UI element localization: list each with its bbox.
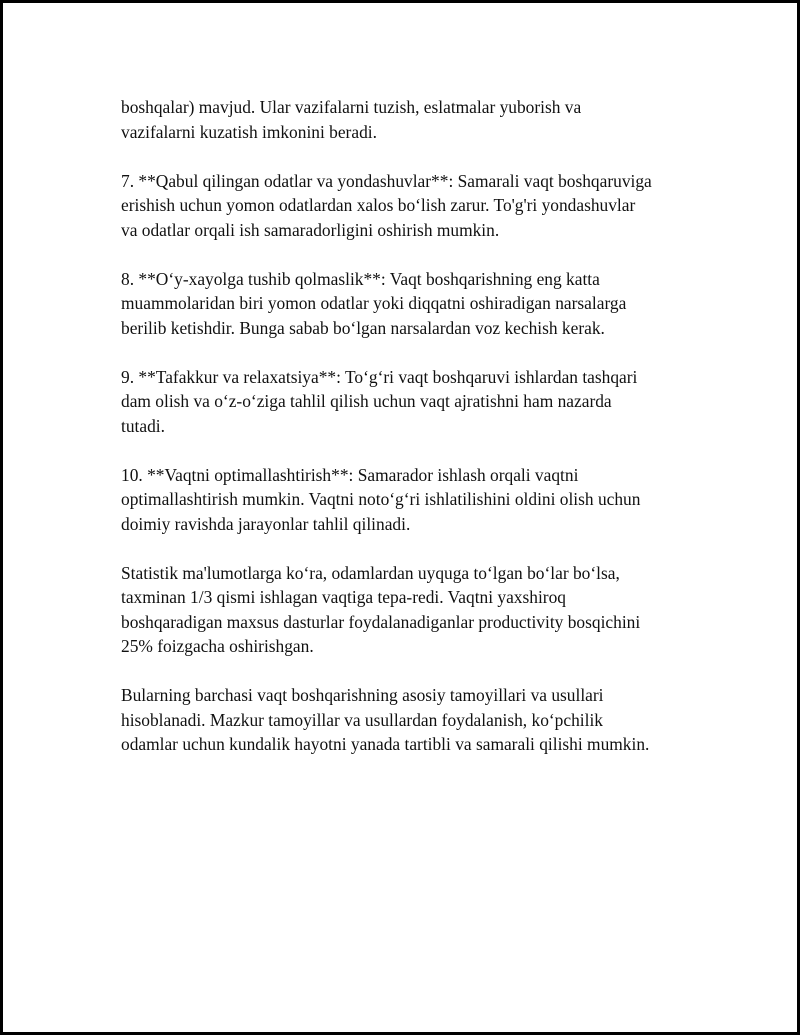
- text-line: Bularning barchasi vaqt boshqarishning asosiy tamoyillari va usullari: [121, 685, 604, 705]
- paragraph-item-9: [121, 365, 701, 439]
- paragraph-item-10: [121, 463, 701, 537]
- text-line: 10. **Vaqtni optimallashtirish**: Samarador ishlash orqali vaqtni: [121, 464, 579, 485]
- text-line: boshqaradigan maxsus dasturlar foydalanadiganlar productivity bosqichini: [121, 611, 641, 632]
- document-body: [121, 95, 701, 781]
- text-line: hisoblanadi. Mazkur tamoyillar va usullardan foydalanish, ko‘pchilik: [121, 709, 603, 730]
- text-line: boshqalar) mavjud. Ular vazifalarni tuzish, eslatmalar yuborish va: [121, 97, 582, 117]
- text-line: va odatlar orqali ish samaradorligini oshirish mumkin.: [121, 219, 500, 240]
- text-line: muammolaridan biri yomon odatlar yoki diqqatni oshiradigan narsalarga: [121, 293, 627, 313]
- text-line: vazifalarni kuzatish imkonini beradi.: [121, 121, 377, 142]
- text-line: dam olish va o‘z-o‘ziga tahlil qilish uchun vaqt ajratishni ham nazarda: [121, 391, 612, 411]
- paragraph-item-8: [121, 267, 701, 341]
- text-line: taxminan 1/3 qismi ishlagan vaqtiga tepa-redi. Vaqtni yaxshiroq: [121, 587, 566, 607]
- paragraph-apps-continuation: [121, 95, 701, 144]
- text-line: berilib ketishdir. Bunga sabab bo‘lgan narsalardan voz kechish kerak.: [121, 317, 605, 338]
- text-line: 8. **O‘y-xayolga tushib qolmaslik**: Vaqt boshqarishning eng katta: [121, 268, 600, 289]
- text-line: doimiy ravishda jarayonlar tahlil qilinadi.: [121, 513, 411, 534]
- text-line: 7. **Qabul qilingan odatlar va yondashuvlar**: Samarali vaqt boshqaruviga: [121, 170, 652, 191]
- paragraph-conclusion: [121, 683, 701, 757]
- text-line: erishish uchun yomon odatlardan xalos bo‘lish zarur. To'g'ri yondashuvlar: [121, 195, 636, 215]
- paragraph-statistics: [121, 561, 701, 659]
- text-line: 9. **Tafakkur va relaxatsiya**: To‘g‘ri vaqt boshqaruvi ishlardan tashqari: [121, 366, 638, 387]
- text-line: tutadi.: [121, 415, 165, 436]
- text-line: odamlar uchun kundalik hayotni yanada tartibli va samarali qilishi mumkin.: [121, 734, 650, 754]
- text-line: 25% foizgacha oshirishgan.: [121, 636, 314, 656]
- text-line: Statistik ma'lumotlarga ko‘ra, odamlardan uyquga to‘lgan bo‘lar bo‘lsa,: [121, 562, 620, 583]
- paragraph-item-7: [121, 169, 701, 243]
- text-line: optimallashtirish mumkin. Vaqtni noto‘g‘ri ishlatilishini oldini olish uchun: [121, 489, 641, 509]
